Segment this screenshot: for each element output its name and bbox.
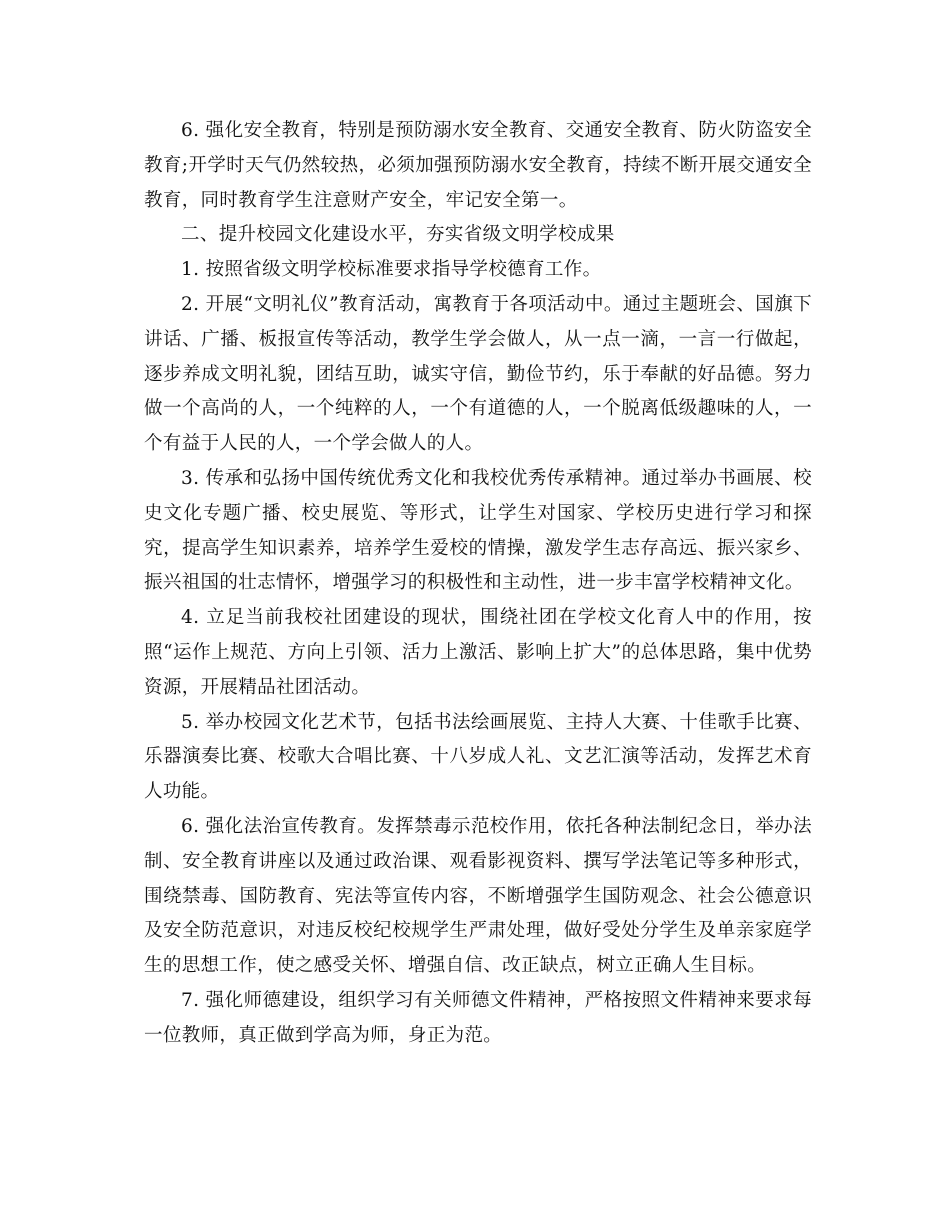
paragraph-teacher-ethics: 7. 强化师德建设，组织学习有关师德文件精神，严格按照文件精神来要求每一位教师，真正做到学高为师，身正为范。 [144, 989, 812, 1046]
section-heading-campus-culture: 二、提升校园文化建设水平，夯实省级文明学校成果 [181, 224, 615, 246]
document-body [144, 114, 812, 1054]
paragraph-safety-education: 6. 强化安全教育，特别是预防溺水安全教育、交通安全教育、防火防盗安全教育;开学时天气仍然较热，必须加强预防溺水安全教育，持续不断开展交通安全教育，同时教育学生注意财产安全，牢记安全第一。 [144, 120, 812, 211]
paragraph-student-clubs: 4. 立足当前我校社团建设的现状，围绕社团在学校文化育人中的作用，按照“运作上规范、方向上引领、活力上激活、影响上扩大”的总体思路，集中优势资源，开展精品社团活动。 [144, 607, 812, 698]
paragraph-traditional-culture: 3. 传承和弘扬中国传统优秀文化和我校优秀传承精神。通过举办书画展、校史文化专题广播、校史展览、等形式，让学生对国家、学校历史进行学习和探究，提高学生知识素养，培养学生爱校的情操，激发学生志存高远、振兴家乡、振兴祖国的壮志情怀，增强学习的积极性和主动性，进一步丰富学校精神文化。 [144, 467, 812, 594]
paragraph-moral-education-standard: 1. 按照省级文明学校标准要求指导学校德育工作。 [181, 259, 602, 281]
paragraph-arts-festival: 5. 举办校园文化艺术节，包括书法绘画展览、主持人大赛、十佳歌手比赛、乐器演奏比赛、校歌大合唱比赛、十八岁成人礼、文艺汇演等活动，发挥艺术育人功能。 [144, 711, 812, 803]
paragraph-legal-education: 6. 强化法治宣传教育。发挥禁毒示范校作用，依托各种法制纪念日，举办法制、安全教育讲座以及通过政治课、观看影视资料、撰写学法笔记等多种形式，围绕禁毒、国防教育、宪法等宣传内容，不断增强学生国防观念、社会公德意识及安全防范意识，对违反校纪校规学生严肃处理，做好受处分学生及单亲家庭学生的思想工作，使之感受关怀、增强自信、改正缺点，树立正确人生目标。 [144, 815, 812, 977]
paragraph-etiquette-activities: 2. 开展“文明礼仪”教育活动，寓教育于各项活动中。通过主题班会、国旗下讲话、广播、板报宣传等活动，教学生学会做人，从一点一滴，一言一行做起，逐步养成文明礼貌，团结互助，诚实守信，勤俭节约，乐于奉献的好品德。努力做一个高尚的人，一个纯粹的人，一个有道德的人，一个脱离低级趣味的人，一个有益于人民的人，一个学会做人的人。 [144, 293, 812, 455]
